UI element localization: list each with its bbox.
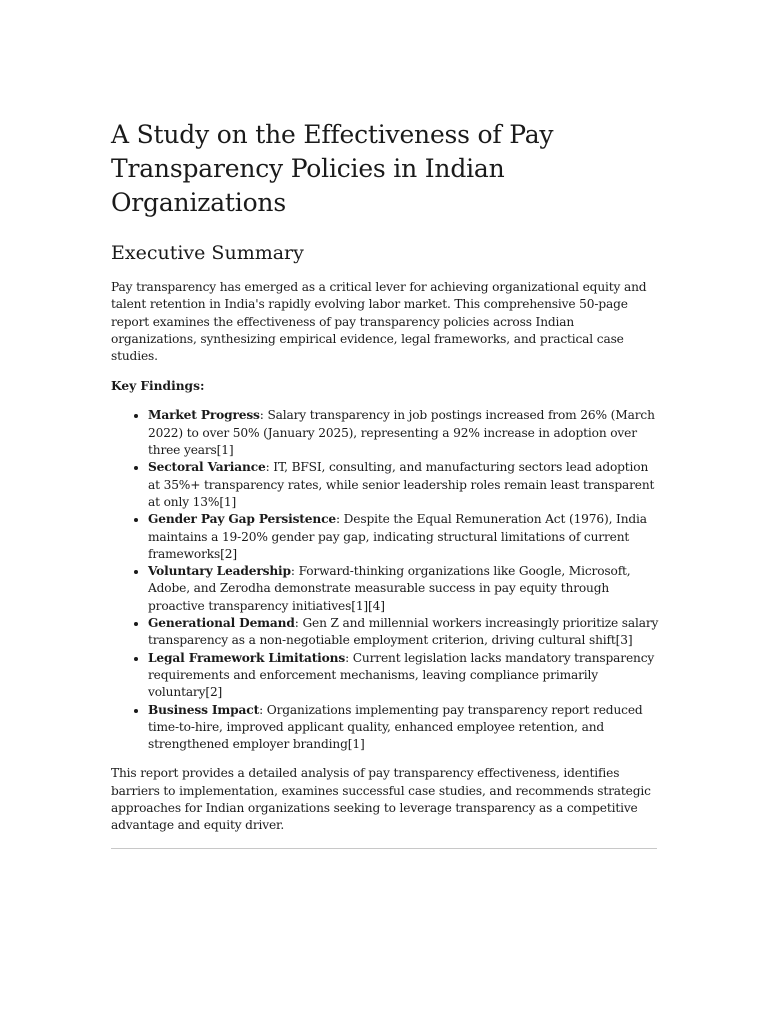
finding-text: : Current legislation lacks mandatory transparency requirements and enforcement mechanisms, leaving compliance primarily voluntary[2] — [148, 650, 655, 700]
finding-text: : Salary transparency in job postings increased from 26% (March 2022) to over 50% (January 2025), representing a 92% increase in adoption over three years[1] — [148, 408, 655, 458]
list-item — [148, 563, 659, 615]
list-item — [148, 650, 659, 702]
section-heading: Executive Summary — [111, 242, 304, 264]
finding-text: : Gen Z and millennial workers increasingly prioritize salary transparency as a non-negotiable employment criterion, driving cultural shift[3] — [148, 616, 659, 648]
finding-term: Sectoral Variance — [148, 460, 266, 475]
list-item — [148, 407, 659, 459]
intro-paragraph: Pay transparency has emerged as a critical lever for achieving organizational equity and talent retention in India's rapidly evolving labor market. This comprehensive 50-page report examines the effectiveness of pay transparency policies across Indian organizations, synthesizing empirical evidence, legal frameworks, and practical case studies. — [111, 280, 647, 364]
list-item — [148, 511, 659, 563]
section-divider — [111, 848, 657, 849]
finding-term: Market Progress — [148, 408, 260, 423]
finding-text: : IT, BFSI, consulting, and manufacturing sectors lead adoption at 35%+ transparency rates, while senior leadership roles remain least transparent at only 13%[1] — [148, 460, 655, 509]
list-item — [148, 615, 659, 650]
finding-text: : Despite the Equal Remuneration Act (1976), India maintains a 19-20% gender pay gap, indicating structural limitations of current frameworks[2] — [148, 512, 647, 561]
finding-term: Gender Pay Gap Persistence — [148, 512, 336, 527]
finding-term: Legal Framework Limitations — [148, 650, 346, 665]
closing-paragraph: This report provides a detailed analysis of pay transparency effectiveness, identifies barriers to implementation, examines successful case studies, and recommends strategic approaches for Indian organizations seeking to leverage transparency as a competitive advantage and equity driver. — [111, 766, 651, 833]
finding-text: : Organizations implementing pay transparency report reduced time-to-hire, improved applicant quality, enhanced employee retention, and strengthened employer branding[1] — [148, 702, 643, 752]
list-item — [148, 459, 659, 511]
list-item — [148, 702, 659, 754]
document-page — [111, 118, 659, 849]
key-findings-label: Key Findings: — [111, 379, 205, 394]
finding-term: Generational Demand — [148, 616, 295, 631]
finding-text: : Forward-thinking organizations like Google, Microsoft, Adobe, and Zerodha demonstrate measurable success in pay equity through proactive transparency initiatives[1][4] — [148, 564, 631, 613]
finding-term: Business Impact — [148, 702, 260, 717]
findings-list — [111, 407, 659, 753]
document-title: A Study on the Effectiveness of Pay Transparency Policies in Indian Organizations — [111, 120, 554, 217]
finding-term: Voluntary Leadership — [148, 564, 291, 579]
